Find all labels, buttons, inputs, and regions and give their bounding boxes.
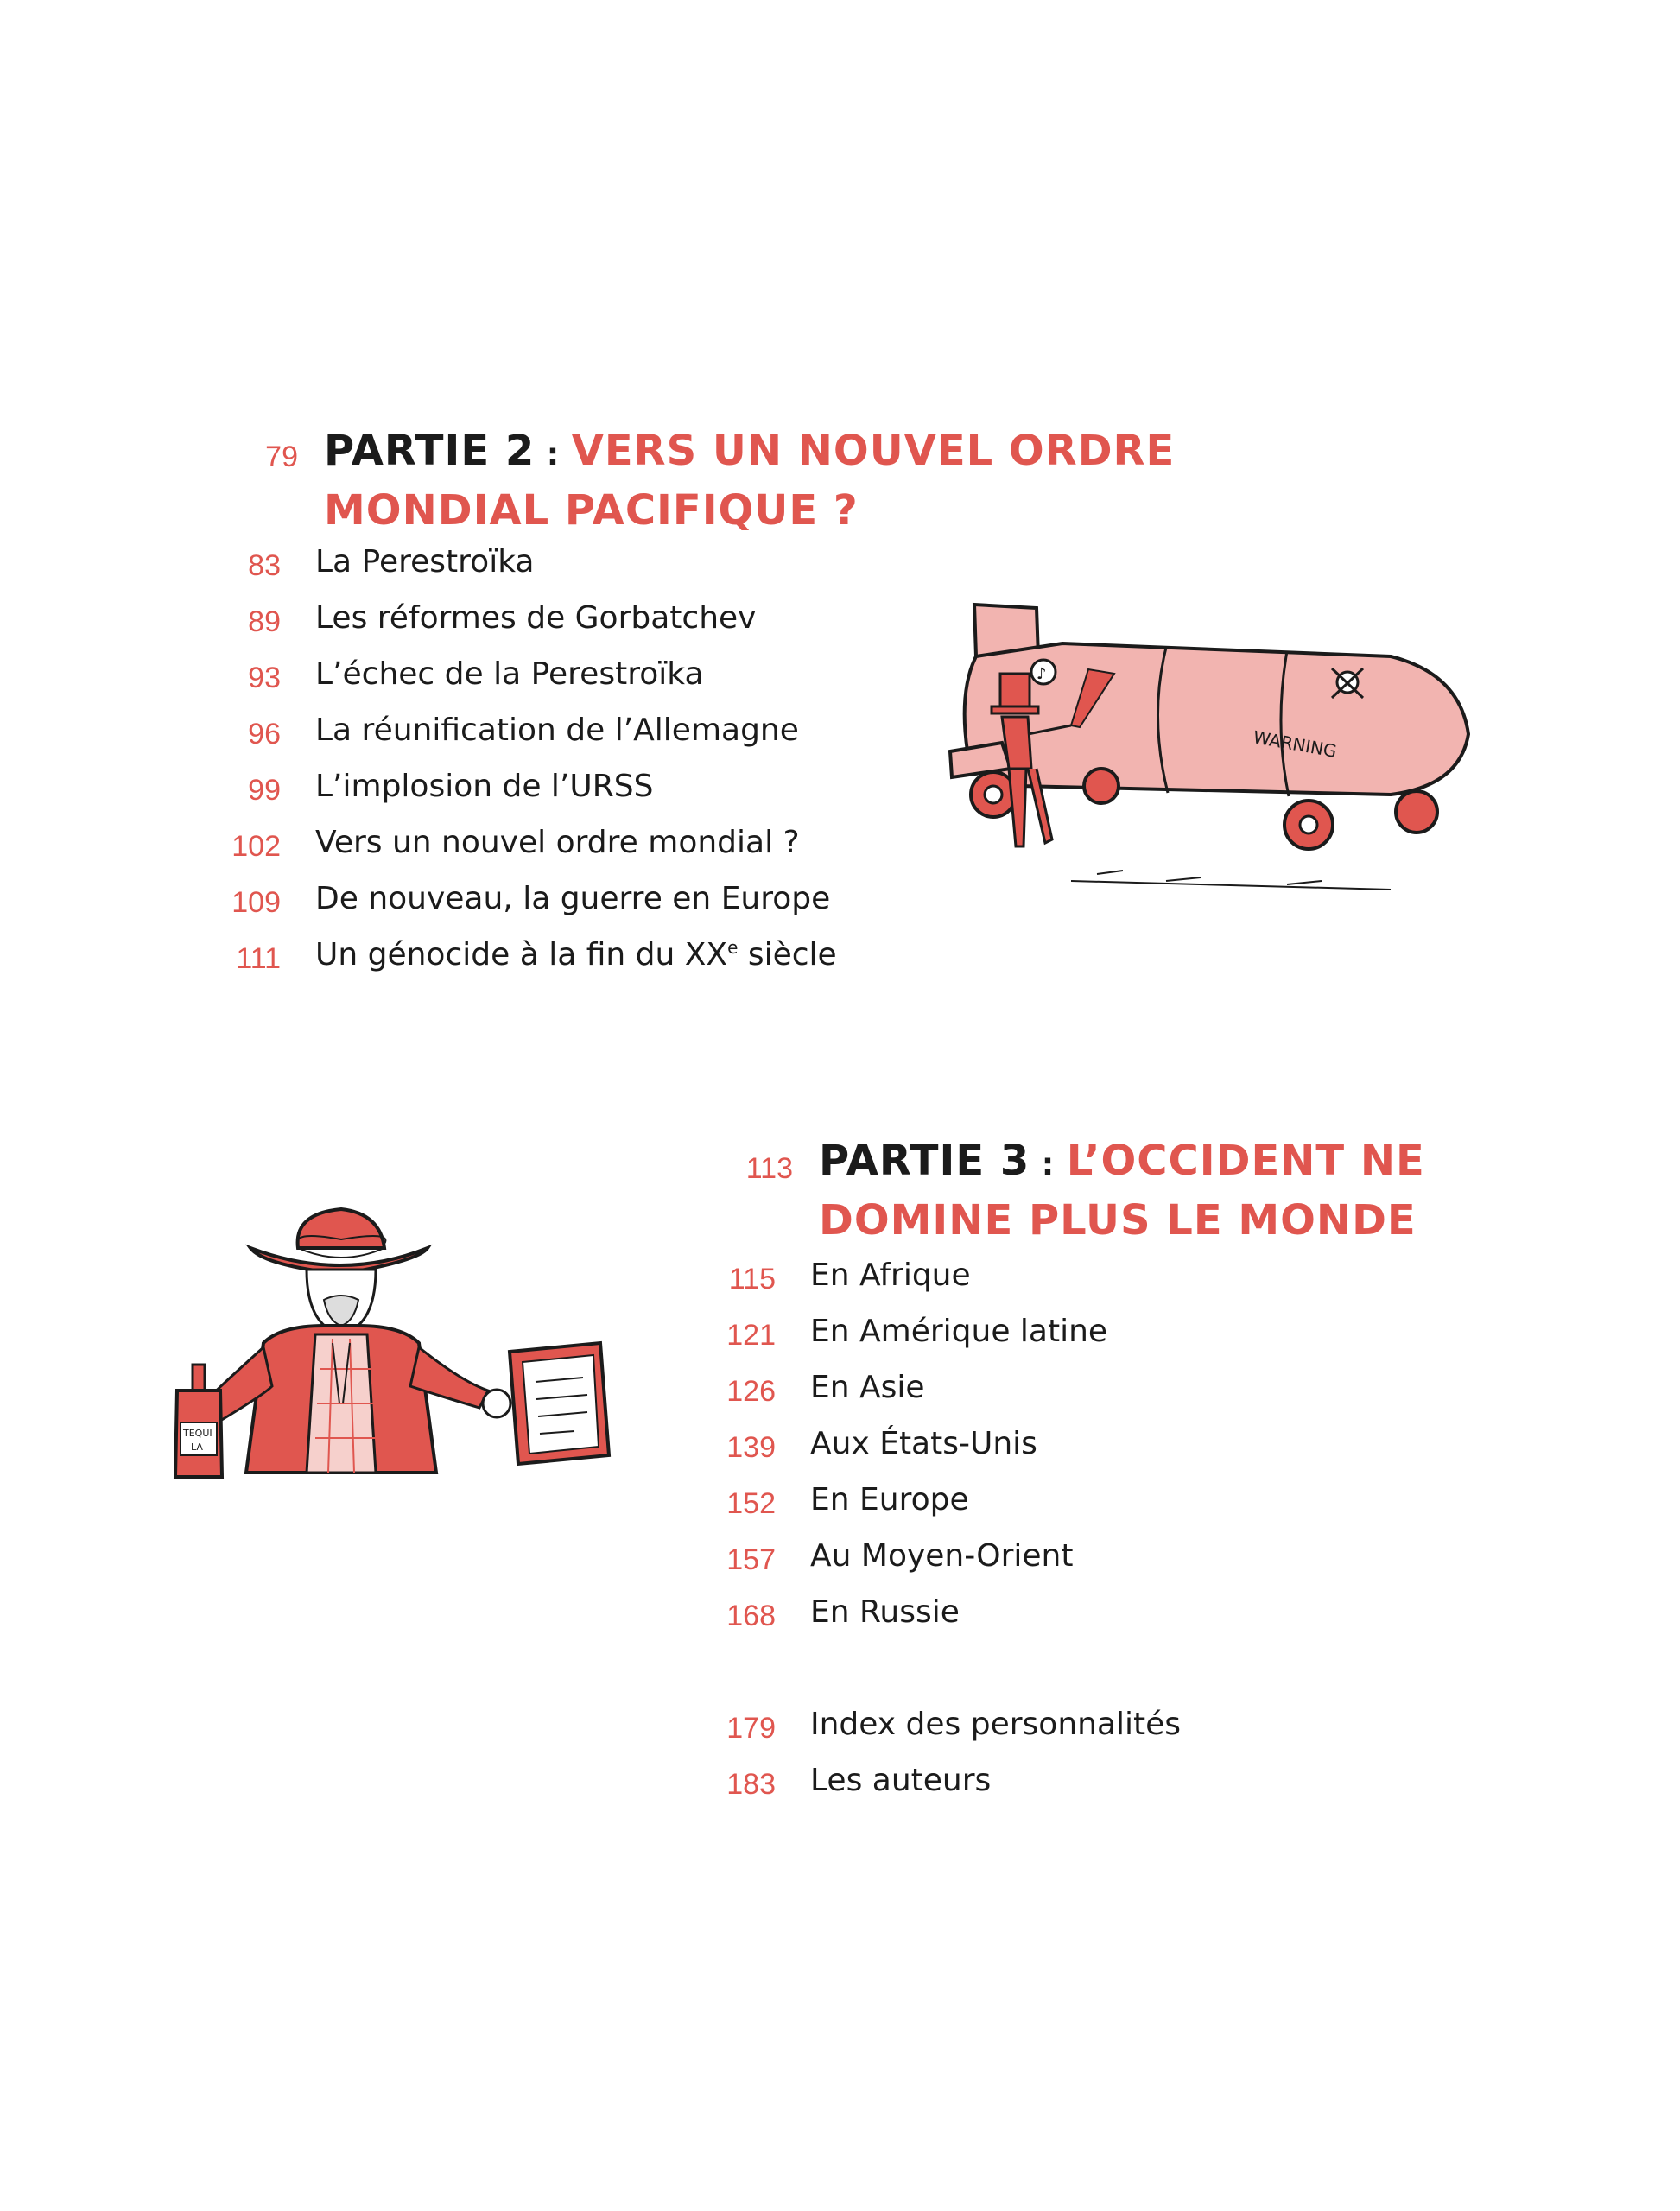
toc-page-number: 126 — [726, 1375, 776, 1408]
bomb-cart-illustration — [941, 596, 1494, 924]
toc-title: En Russie — [810, 1594, 960, 1630]
toc-page-number: 99 — [248, 774, 281, 807]
part2-title-line2: MONDIAL PACIFIQUE ? — [324, 486, 859, 535]
toc-page-number: 111 — [236, 942, 281, 975]
toc-title: En Amérique latine — [810, 1314, 1108, 1349]
toc-title: La réunification de l’Allemagne — [315, 713, 799, 748]
part3-sep: : — [1030, 1147, 1067, 1182]
toc-title: Au Moyen-Orient — [810, 1538, 1074, 1574]
toc-title: Aux États-Unis — [810, 1426, 1037, 1461]
toc-page-number: 121 — [726, 1319, 776, 1352]
part2-title-line1: VERS UN NOUVEL ORDRE — [571, 427, 1176, 475]
toc-page-number: 96 — [248, 718, 281, 751]
toc-page-number: 179 — [726, 1712, 776, 1745]
toc-page-number: 168 — [726, 1600, 776, 1632]
toc-page-number: 93 — [248, 662, 281, 694]
part3-page-number: 113 — [745, 1152, 793, 1185]
part2-label: PARTIE 2 — [324, 427, 536, 475]
svg-text:♪: ♪ — [1037, 665, 1047, 683]
toc-title: De nouveau, la guerre en Europe — [315, 881, 831, 916]
cowboy-illustration — [168, 1196, 635, 1498]
bomb-cart-icon — [941, 596, 1494, 924]
toc-page-number: 109 — [231, 886, 281, 919]
toc-title: En Afrique — [810, 1258, 971, 1293]
toc-page-number: 139 — [726, 1431, 776, 1464]
part2-sep: : — [535, 437, 572, 472]
toc-title: Vers un nouvel ordre mondial ? — [315, 825, 800, 860]
toc-title: En Europe — [810, 1482, 969, 1517]
bottle-label: TEQUI — [183, 1428, 212, 1439]
toc-title: L’implosion de l’URSS — [315, 769, 654, 804]
cowboy-icon — [168, 1196, 635, 1498]
toc-title: En Asie — [810, 1370, 925, 1405]
toc-title: Index des personnalités — [810, 1707, 1182, 1742]
part2-page-number: 79 — [265, 440, 298, 473]
toc-page-number: 115 — [728, 1263, 776, 1296]
toc-title: Les réformes de Gorbatchev — [315, 600, 757, 636]
toc-page-number: 183 — [726, 1768, 776, 1801]
toc-title — [315, 937, 837, 972]
toc-title-end: siècle — [738, 937, 837, 972]
toc-page-number: 157 — [726, 1543, 776, 1576]
toc-title-superscript: e — [727, 937, 739, 958]
part3-label: PARTIE 3 — [819, 1137, 1030, 1185]
part2-title — [324, 423, 1274, 538]
toc-page-number: 152 — [726, 1487, 776, 1520]
svg-text:LA: LA — [191, 1441, 203, 1453]
toc-page-number: 89 — [248, 605, 281, 638]
toc-title: La Perestroïka — [315, 544, 535, 580]
part3-title — [819, 1133, 1665, 1248]
bomb-warning-label: WARNING — [1252, 726, 1339, 762]
toc-title: L’échec de la Perestroïka — [315, 656, 704, 692]
toc-title: Les auteurs — [810, 1763, 992, 1798]
toc-page-number: 102 — [231, 830, 281, 863]
part3-title-line1: L’OCCIDENT NE — [1066, 1137, 1425, 1185]
toc-title-main: Un génocide à la fin du XX — [315, 937, 728, 972]
part3-title-line2: DOMINE PLUS LE MONDE — [819, 1196, 1417, 1245]
toc-page-number: 83 — [248, 549, 281, 582]
